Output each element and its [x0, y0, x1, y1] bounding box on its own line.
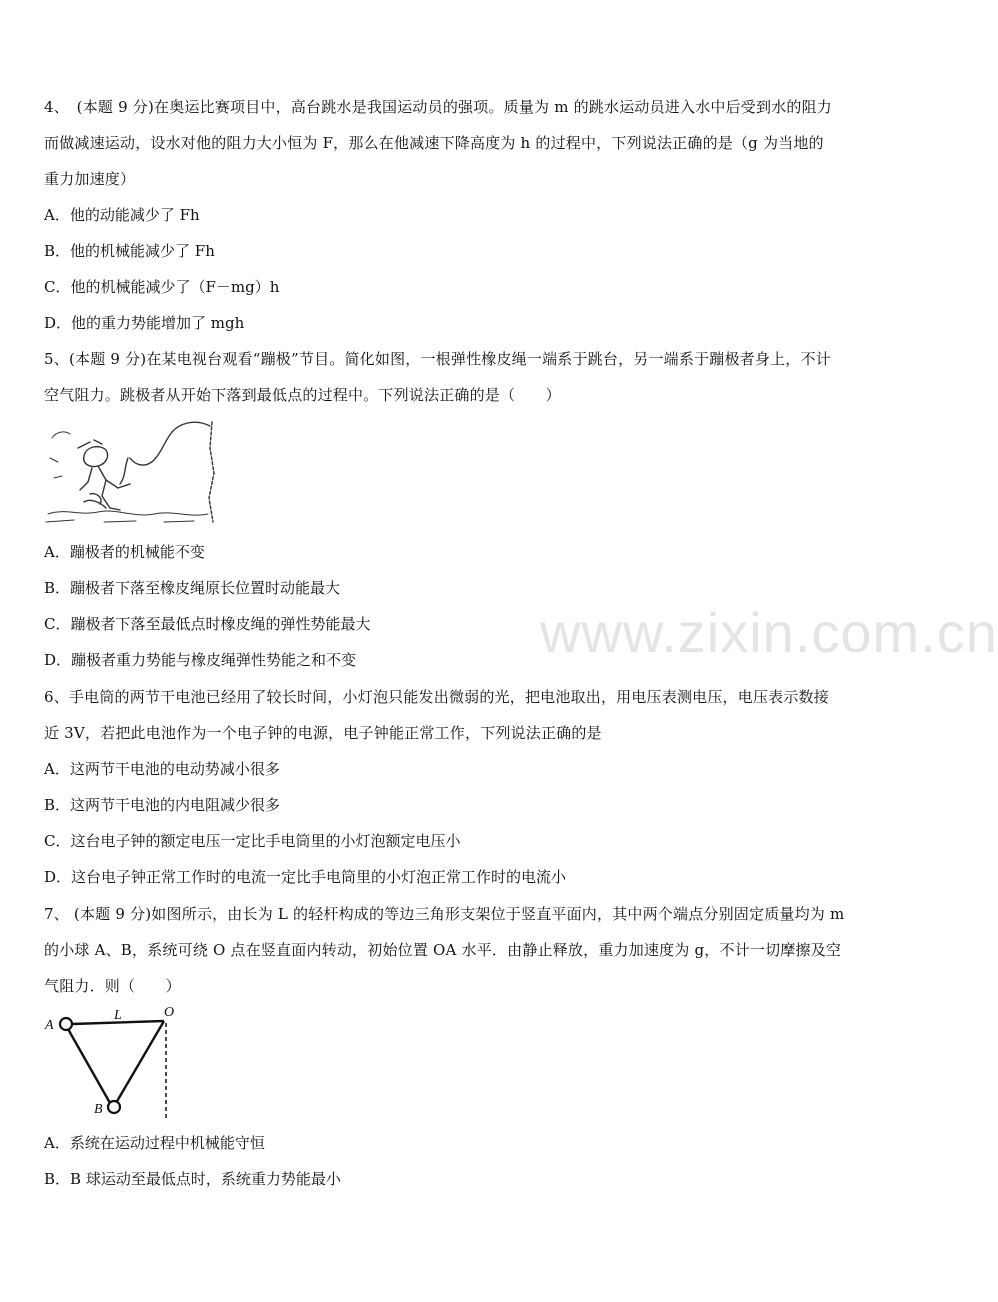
question-6-line-1: 6、手电筒的两节干电池已经用了较长时间，小灯泡只能发出微弱的光，把电池取出，用电压表测电压，电压表示数接 — [44, 688, 829, 706]
question-6-stem — [44, 679, 880, 751]
question-6-option-c: C．这台电子钟的额定电压一定比手电筒里的小灯泡额定电压小 — [44, 832, 461, 850]
question-6-option-a: A．这两节干电池的电动势减小很多 — [44, 760, 280, 778]
question-7-option-a: A．系统在运动过程中机械能守恒 — [44, 1134, 265, 1152]
question-4-option-b: B．他的机械能减少了 Fh — [44, 242, 215, 260]
question-5-line-1: 5、(本题 9 分)在某电视台观看“蹦极”节目。简化如图，一根弹性橡皮绳一端系于跳台，另一端系于蹦极者身上，不计 — [44, 350, 831, 368]
question-5-option-d: D．蹦极者重力势能与橡皮绳弹性势能之和不变 — [44, 651, 357, 669]
question-5-option-c: C．蹦极者下落至最低点时橡皮绳的弹性势能最大 — [44, 615, 371, 633]
label-o: O — [164, 1005, 175, 1020]
ball-a — [60, 1018, 72, 1030]
question-4-option-c: C．他的机械能减少了（F－mg）h — [44, 278, 280, 296]
triangle-frame-figure — [44, 1003, 184, 1123]
question-6-option-d: D．这台电子钟正常工作时的电流一定比手电筒里的小灯泡正常工作时的电流小 — [44, 868, 567, 886]
ball-b — [108, 1101, 120, 1113]
question-5-line-2: 空气阻力。跳极者从开始下落到最低点的过程中。下列说法正确的是（ ） — [44, 386, 561, 404]
rod-ab — [68, 1029, 110, 1103]
question-4-line-2: 而做减速运动，设水对他的阻力大小恒为 F，那么在他减速下降高度为 h 的过程中，下列说法正确的是（g 为当地的 — [44, 134, 824, 152]
question-4-line-3: 重力加速度） — [44, 170, 136, 188]
question-7-line-1: 7、 (本题 9 分)如图所示，由长为 L 的轻杆构成的等边三角形支架位于竖直平面内，其中两个端点分别固定质量均为 m — [44, 905, 845, 923]
question-5-stem — [44, 341, 880, 413]
bungee-jumper-figure — [44, 418, 220, 526]
rod-ob — [116, 1021, 164, 1103]
question-5-option-a: A．蹦极者的机械能不变 — [44, 543, 205, 561]
question-7-line-3: 气阻力．则（ ） — [44, 977, 181, 995]
label-l: L — [114, 1008, 122, 1023]
question-5-option-b: B．蹦极者下落至橡皮绳原长位置时动能最大 — [44, 579, 341, 597]
question-4-option-d: D．他的重力势能增加了 mgh — [44, 314, 245, 332]
question-4-stem — [44, 89, 880, 197]
label-a: A — [45, 1018, 54, 1033]
question-6-option-b: B．这两节干电池的内电阻减少很多 — [44, 796, 281, 814]
label-b: B — [94, 1102, 103, 1117]
question-7-stem — [44, 896, 880, 1004]
question-4-option-a: A．他的动能减少了 Fh — [44, 206, 200, 224]
watermark: www.zixin.com.cn — [540, 601, 998, 664]
question-4-line-1: 4、 (本题 9 分)在奥运比赛项目中，高台跳水是我国运动员的强项。质量为 m 的跳水运动员进入水中后受到水的阻力 — [44, 98, 832, 116]
question-7-line-2: 的小球 A、B，系统可绕 O 点在竖直面内转动，初始位置 OA 水平．由静止释放，重力加速度为 g，不计一切摩擦及空 — [44, 941, 842, 959]
question-7-option-b: B．B 球运动至最低点时，系统重力势能最小 — [44, 1170, 341, 1188]
question-6-line-2: 近 3V，若把此电池作为一个电子钟的电源，电子钟能正常工作，下列说法正确的是 — [44, 724, 602, 742]
